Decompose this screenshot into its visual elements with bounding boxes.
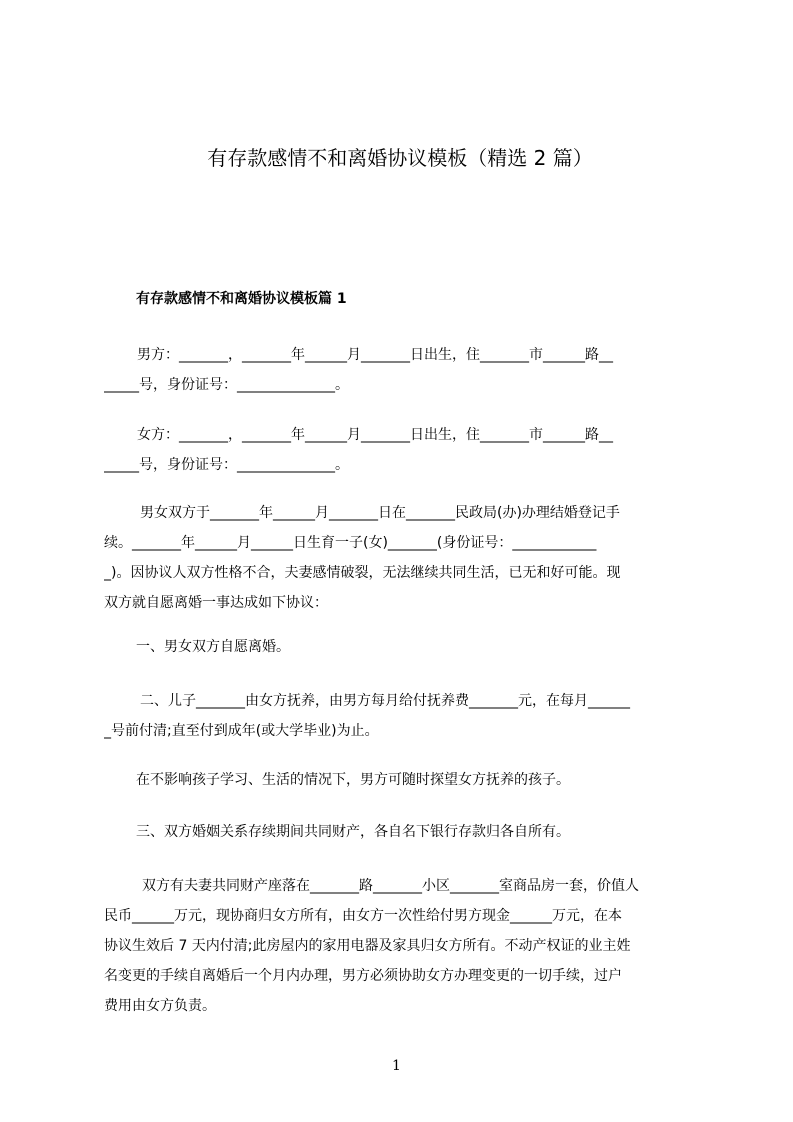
- marriage-line-1: 男女双方于_______年______月_______日在_______民政局(办)办理结婚登记手: [140, 505, 620, 521]
- property-line-1: 双方有夫妻共同财产座落在_______路_______小区_______室商品房一套，价值人: [142, 878, 639, 894]
- female-party-paragraph: [104, 420, 702, 480]
- property-line-5: 费用由女方负责。: [104, 998, 216, 1014]
- page-number: 1: [392, 1058, 401, 1074]
- property-line-4: 名变更的手续自离婚后一个月内办理，男方必须协助女方办理变更的一切手续，过户: [104, 968, 622, 984]
- clause-1-paragraph: [104, 632, 702, 662]
- property-line-2: 民币______万元，现协商归女方所有，由女方一次性给付男方现金______万元，在本: [104, 908, 622, 924]
- marriage-line-3: _)。因协议人双方性格不合，夫妻感情破裂，无法继续共同生活，已无和好可能。现: [104, 565, 621, 581]
- female-party-line-1: 女方：_______，_______年______月_______日出生，住_______市______路__: [137, 427, 613, 443]
- marriage-paragraph: [104, 498, 702, 618]
- clause-2-line-1: 二、儿子_______由女方抚养，由男方每月给付抚养费_______元，在每月______: [140, 693, 630, 709]
- clause-2-line-2: _号前付清;直至付到成年(或大学毕业)为止。: [104, 723, 379, 739]
- male-party-paragraph: [104, 340, 702, 400]
- male-party-line-1: 男方：_______，_______年______月_______日出生，住_______市______路__: [137, 347, 613, 363]
- marriage-line-4: 双方就自愿离婚一事达成如下协议：: [104, 595, 328, 611]
- clause-2-paragraph: [104, 686, 702, 746]
- female-party-line-2: _____号，身份证号：______________。: [104, 457, 349, 473]
- clause-1-line: 一、男女双方自愿离婚。: [136, 639, 290, 655]
- clause-3-paragraph: [104, 817, 702, 847]
- visitation-paragraph: [104, 765, 702, 795]
- document-title: 有存款感情不和离婚协议模板（精选 2 篇）: [207, 146, 593, 170]
- male-party-line-2: _____号，身份证号：______________。: [104, 377, 349, 393]
- section-heading: 有存款感情不和离婚协议模板篇 1: [136, 291, 347, 307]
- property-line-3: 协议生效后 7 天内付清;此房屋内的家用电器及家具归女方所有。不动产权证的业主姓: [104, 938, 631, 954]
- marriage-line-2: 续。_______年______月______日生育一子(女)_______(身份证号：____________: [104, 535, 597, 551]
- clause-3-line: 三、双方婚姻关系存续期间共同财产，各自名下银行存款归各自所有。: [136, 824, 570, 840]
- property-paragraph: [104, 871, 702, 1021]
- visitation-line: 在不影响孩子学习、生活的情况下，男方可随时探望女方抚养的孩子。: [136, 772, 570, 788]
